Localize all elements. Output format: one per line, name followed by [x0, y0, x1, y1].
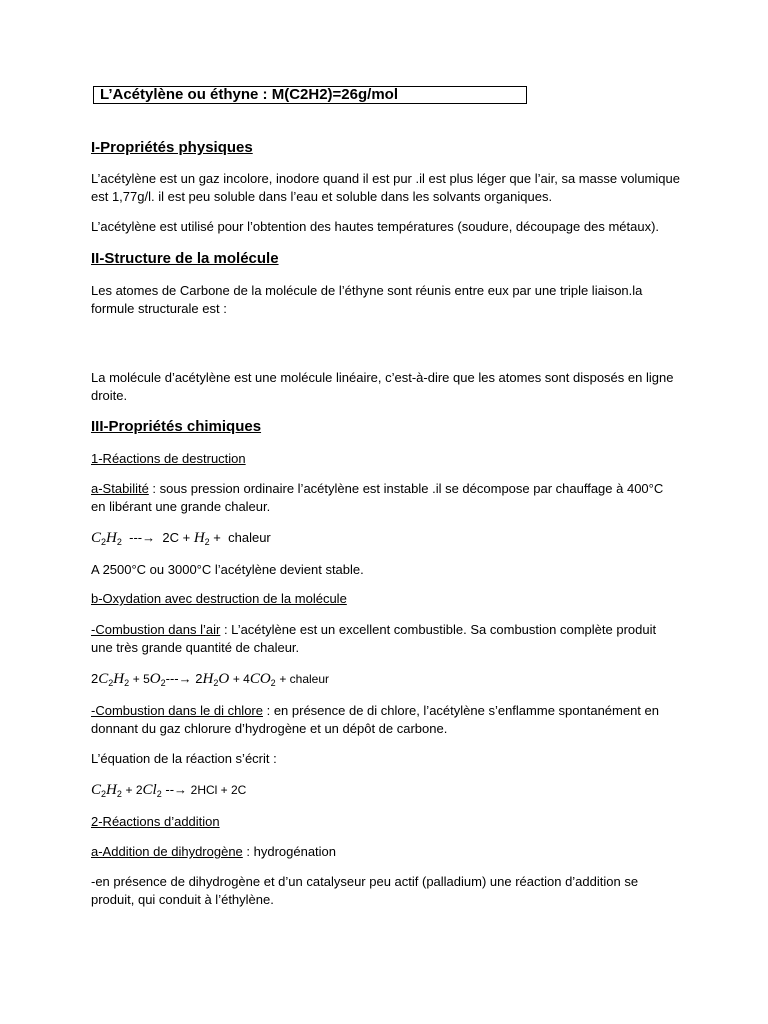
subsection-addition: 2-Réactions d’addition	[91, 814, 220, 829]
section-1-heading: I-Propriétés physiques	[91, 139, 253, 156]
addition-description: -en présence de dihydrogène et d’un catalyseur peu actif (palladium) une réaction d’addition se produit, qui conduit à l’éthylène.	[91, 874, 639, 907]
section-2-paragraph-2: La molécule d’acétylène est une molécule linéaire, c’est-à-dire que les atomes sont disposés en ligne droite.	[91, 370, 674, 403]
equation-combustion-air: $2C_2H_2 + 5O_2---\to 2H_2O + 4CO_2$ + chaleur	[91, 671, 330, 688]
addition-paragraph	[91, 843, 681, 861]
addition-text: : hydrogénation	[242, 844, 337, 859]
stability-label: a-Stabilité	[91, 481, 149, 496]
combustion-air-paragraph	[91, 621, 681, 657]
section-1-paragraph-2: L’acétylène est utilisé pour l’obtention des hautes températures (soudure, découpage des métaux).	[91, 219, 660, 234]
combustion-air-text: : L’acétylène est un excellent combustible. Sa combustion complète produit une très grande quantité de chaleur.	[91, 622, 657, 655]
stability-paragraph	[91, 480, 681, 516]
equation-chlorine: $C_2H_2 + 2Cl_2$ --→ 2HCl + 2C	[91, 782, 247, 799]
section-1-paragraph-1: L’acétylène est un gaz incolore, inodore quand il est pur .il est plus léger que l’air, sa masse volumique est 1,77g/l. il est peu soluble dans l’eau et soluble dans les solvants organiques.	[91, 171, 680, 204]
combustion-chlorine-label: -Combustion dans le di chlore	[91, 703, 263, 718]
addition-label: a-Addition de dihydrogène	[91, 844, 243, 859]
equation-intro: L’équation de la réaction s’écrit :	[91, 751, 277, 766]
section-3-heading: III-Propriétés chimiques	[91, 418, 262, 435]
equation-decomposition: $C_2H_2$ ---→ $2C + H_2$ + chaleur	[91, 530, 271, 547]
section-2-paragraph-1: Les atomes de Carbone de la molécule de l’éthyne sont réunis entre eux par une triple liaison.la formule structurale est :	[91, 283, 643, 316]
stability-text: : sous pression ordinaire l’acétylène est instable .il se décompose par chauffage à 400°C en libérant une grande chaleur.	[91, 481, 664, 514]
stable-temperature-text: A 2500°C ou 3000°C l’acétylène devient stable.	[91, 562, 364, 577]
section-2-heading: II-Structure de la molécule	[91, 250, 279, 267]
document-title: L’Acétylène ou éthyne : M(C2H2)=26g/mol	[93, 86, 527, 104]
combustion-air-label: -Combustion dans l’air	[91, 622, 221, 637]
combustion-chlorine-text: : en présence de di chlore, l’acétylène s’enflamme spontanément en donnant du gaz chlorure d’hydrogène et un dépôt de carbone.	[91, 703, 659, 736]
subsection-destruction: 1-Réactions de destruction	[91, 451, 246, 466]
combustion-chlorine-paragraph	[91, 702, 681, 738]
subsection-oxidation: b-Oxydation avec destruction de la molécule	[91, 591, 347, 606]
